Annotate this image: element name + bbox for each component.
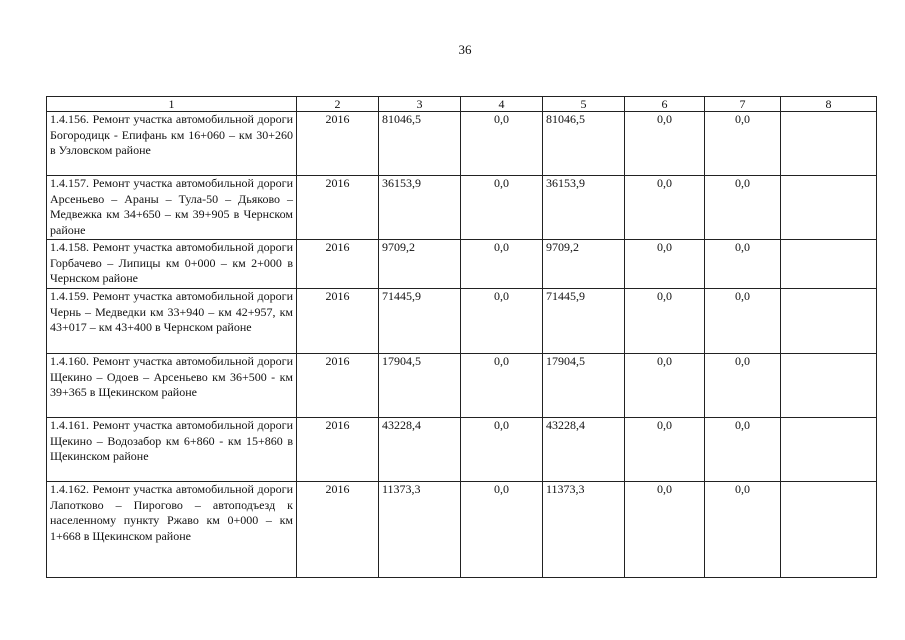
row-col6: 0,0 — [625, 176, 705, 240]
row-col4: 0,0 — [461, 289, 543, 354]
row-col6: 0,0 — [625, 354, 705, 418]
row-col8 — [781, 289, 877, 354]
table-row — [47, 482, 877, 578]
column-header: 3 — [379, 97, 461, 112]
row-description: 1.4.159. Ремонт участка автомобильной дороги Чернь – Медведки км 33+940 – км 42+957, км 43+017 – км 43+400 в Чернском районе — [47, 289, 297, 354]
row-col7: 0,0 — [705, 354, 781, 418]
table-row — [47, 240, 877, 289]
row-col5: 71445,9 — [543, 289, 625, 354]
row-col7: 0,0 — [705, 176, 781, 240]
row-col5: 43228,4 — [543, 418, 625, 482]
row-col8 — [781, 418, 877, 482]
row-col4: 0,0 — [461, 240, 543, 289]
row-col7: 0,0 — [705, 482, 781, 578]
column-header: 2 — [297, 97, 379, 112]
row-col5: 11373,3 — [543, 482, 625, 578]
row-year: 2016 — [297, 240, 379, 289]
row-col4: 0,0 — [461, 176, 543, 240]
table-row — [47, 176, 877, 240]
row-col8 — [781, 354, 877, 418]
row-col7: 0,0 — [705, 418, 781, 482]
row-col5: 9709,2 — [543, 240, 625, 289]
table-header-row — [47, 97, 877, 112]
row-col7: 0,0 — [705, 112, 781, 176]
row-col6: 0,0 — [625, 240, 705, 289]
row-col7: 0,0 — [705, 240, 781, 289]
row-col3: 36153,9 — [379, 176, 461, 240]
row-col3: 17904,5 — [379, 354, 461, 418]
row-col6: 0,0 — [625, 289, 705, 354]
row-description: 1.4.162. Ремонт участка автомобильной дороги Лапотково – Пирогово – автоподъезд к населенному пункту Ржаво км 0+000 – км 1+668 в Щекинском районе — [47, 482, 297, 578]
row-year: 2016 — [297, 482, 379, 578]
budget-table — [46, 96, 877, 578]
row-col3: 9709,2 — [379, 240, 461, 289]
row-description: 1.4.158. Ремонт участка автомобильной дороги Горбачево – Липицы км 0+000 – км 2+000 в Чернском районе — [47, 240, 297, 289]
row-col6: 0,0 — [625, 112, 705, 176]
row-col3: 71445,9 — [379, 289, 461, 354]
row-year: 2016 — [297, 176, 379, 240]
row-col8 — [781, 482, 877, 578]
page-number: 36 — [458, 42, 472, 57]
row-col5: 17904,5 — [543, 354, 625, 418]
row-description: 1.4.157. Ремонт участка автомобильной дороги Арсеньево – Араны – Тула-50 – Дьяково – Медвежка км 34+650 – км 39+905 в Чернском районе — [47, 176, 297, 240]
row-col6: 0,0 — [625, 418, 705, 482]
column-header: 8 — [781, 97, 877, 112]
row-year: 2016 — [297, 418, 379, 482]
row-col8 — [781, 112, 877, 176]
row-description: 1.4.160. Ремонт участка автомобильной дороги Щекино – Одоев – Арсеньево км 36+500 - км 39+365 в Щекинском районе — [47, 354, 297, 418]
table-row — [47, 289, 877, 354]
row-col8 — [781, 176, 877, 240]
row-col7: 0,0 — [705, 289, 781, 354]
table-row — [47, 418, 877, 482]
row-year: 2016 — [297, 112, 379, 176]
row-description: 1.4.161. Ремонт участка автомобильной дороги Щекино – Водозабор км 6+860 - км 15+860 в Щекинском районе — [47, 418, 297, 482]
row-year: 2016 — [297, 289, 379, 354]
table-row — [47, 354, 877, 418]
row-col4: 0,0 — [461, 418, 543, 482]
row-col3: 11373,3 — [379, 482, 461, 578]
row-col4: 0,0 — [461, 112, 543, 176]
column-header: 6 — [625, 97, 705, 112]
row-col3: 81046,5 — [379, 112, 461, 176]
column-header: 1 — [47, 97, 297, 112]
row-col6: 0,0 — [625, 482, 705, 578]
row-col8 — [781, 240, 877, 289]
row-col3: 43228,4 — [379, 418, 461, 482]
table-row — [47, 112, 877, 176]
column-header: 7 — [705, 97, 781, 112]
row-col4: 0,0 — [461, 354, 543, 418]
column-header: 5 — [543, 97, 625, 112]
column-header: 4 — [461, 97, 543, 112]
row-description: 1.4.156. Ремонт участка автомобильной дороги Богородицк - Епифань км 16+060 – км 30+260 в Узловском районе — [47, 112, 297, 176]
row-year: 2016 — [297, 354, 379, 418]
row-col5: 81046,5 — [543, 112, 625, 176]
row-col4: 0,0 — [461, 482, 543, 578]
row-col5: 36153,9 — [543, 176, 625, 240]
